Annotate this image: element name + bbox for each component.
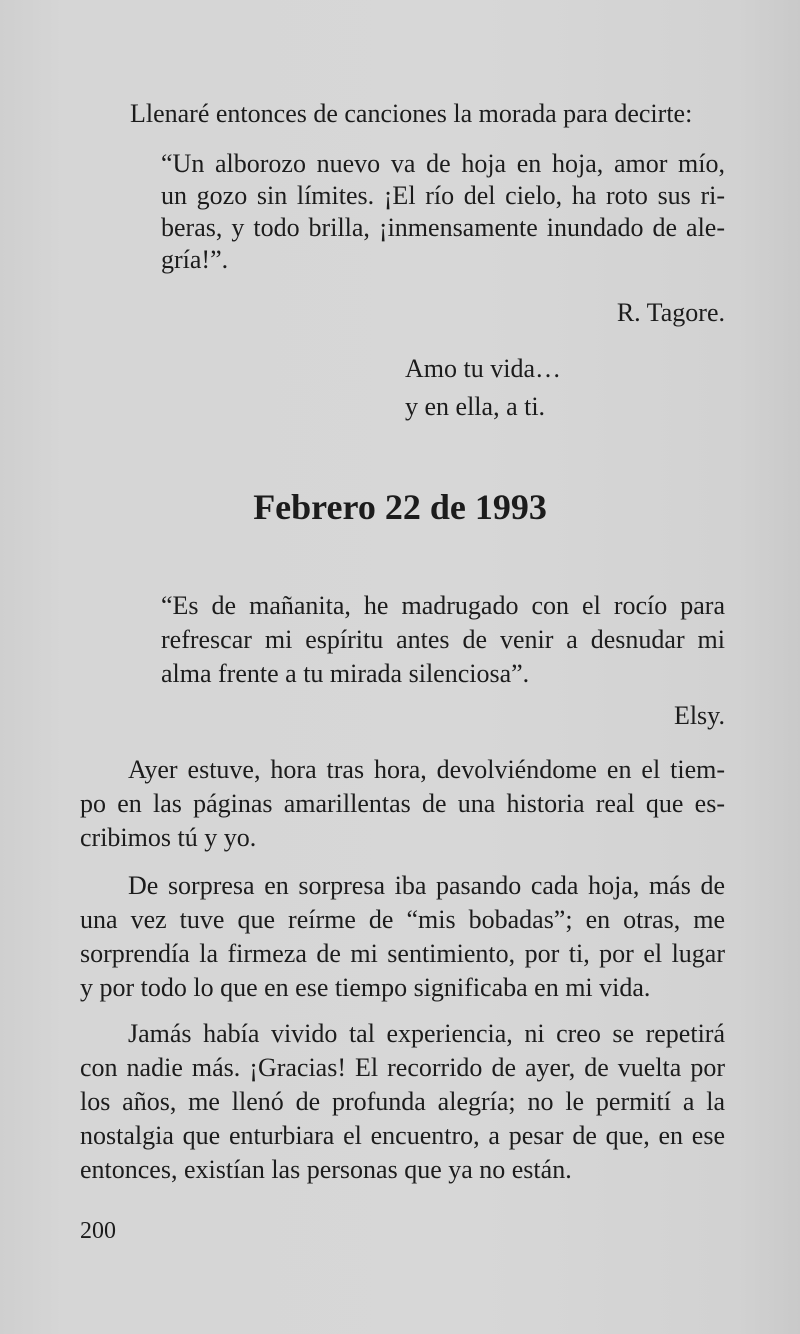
paragraph-line: los años, me llenó de profunda alegría; no le permití a la bbox=[80, 1087, 725, 1116]
body-paragraph bbox=[80, 869, 725, 1005]
paragraph-line: con nadie más. ¡Gracias! El recorrido de ayer, de vuelta por bbox=[80, 1053, 725, 1082]
intro-paragraph bbox=[80, 98, 725, 130]
paragraph-line: entonces, existían las personas que ya no están. bbox=[80, 1155, 572, 1184]
quote-line: alma frente a tu mirada silenciosa”. bbox=[161, 659, 530, 688]
elsy-quote bbox=[161, 590, 725, 690]
paragraph-line: una vez tuve que reírme de “mis bobadas”; en otras, me bbox=[80, 905, 725, 934]
page-number: 200 bbox=[80, 1218, 116, 1244]
elsy-signature: Elsy. bbox=[673, 701, 725, 730]
paragraph-line: De sorpresa en sorpresa iba pasando cada hoja, más de bbox=[128, 871, 725, 900]
paragraph-line: y por todo lo que en ese tiempo significaba en mi vida. bbox=[80, 973, 651, 1002]
tagore-quote bbox=[161, 148, 725, 276]
paragraph-line: Ayer estuve, hora tras hora, devolviéndome en el tiem- bbox=[128, 755, 725, 784]
quote-line: “Es de mañanita, he madrugado con el rocío para bbox=[161, 591, 725, 620]
body-paragraph bbox=[80, 1017, 725, 1187]
paragraph-line: cribimos tú y yo. bbox=[80, 823, 257, 852]
paragraph-line: po en las páginas amarillentas de una historia real que es- bbox=[80, 789, 725, 818]
poem-line: Amo tu vida… bbox=[405, 354, 561, 383]
quote-line: “Un alborozo nuevo va de hoja en hoja, amor mío, bbox=[161, 149, 725, 178]
quote-line: refrescar mi espíritu antes de venir a desnudar mi bbox=[161, 625, 725, 654]
paragraph-line: nostalgia que enturbiara el encuentro, a pesar de que, en ese bbox=[80, 1121, 725, 1150]
body-paragraph bbox=[80, 753, 725, 855]
paragraph-line: Jamás había vivido tal experiencia, ni creo se repetirá bbox=[128, 1019, 725, 1048]
paragraph-line: sorprendía la firmeza de mi sentimiento, por ti, por el lugar bbox=[80, 939, 725, 968]
quote-line: un gozo sin límites. ¡El río del cielo, ha roto sus ri- bbox=[161, 181, 725, 210]
intro-line: Llenaré entonces de canciones la morada para decirte: bbox=[130, 99, 693, 128]
poem bbox=[405, 353, 561, 423]
poem-line: y en ella, a ti. bbox=[405, 392, 546, 421]
entry-date-heading: Febrero 22 de 1993 bbox=[253, 487, 547, 527]
quote-line: gría!”. bbox=[161, 245, 229, 274]
quote-line: beras, y todo brilla, ¡inmensamente inundado de ale- bbox=[161, 213, 725, 242]
tagore-signature: R. Tagore. bbox=[616, 298, 725, 327]
